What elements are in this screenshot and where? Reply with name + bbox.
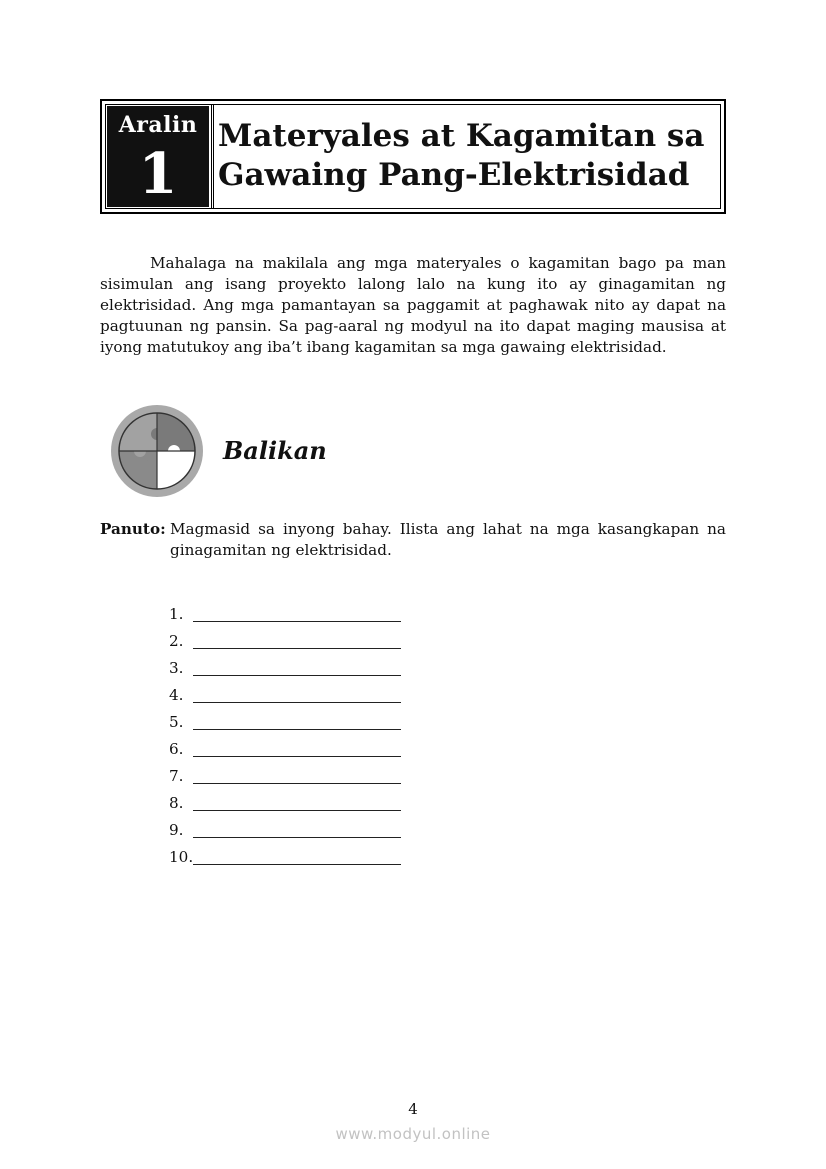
answer-blank-line[interactable] [193,675,401,676]
answer-item [169,847,193,874]
answer-number: 4. [169,686,184,704]
answer-item [169,766,193,793]
instruction-text: Magmasid sa inyong bahay. Ilista ang lahat na mga kasangkapan na ginagamitan ng elektrisidad. [170,520,726,559]
answer-number: 1. [169,605,184,623]
lesson-title-line-2: Gawaing Pang-Elektrisidad [218,157,690,193]
answer-number: 5. [169,713,184,731]
lesson-title [218,117,718,195]
answer-number: 8. [169,794,184,812]
answer-item [169,685,193,712]
answer-item [169,793,193,820]
section-title: Balikan [223,436,327,465]
lesson-title-line-1: Materyales at Kagamitan sa [218,118,705,154]
answer-number: 2. [169,632,184,650]
answer-blank-line[interactable] [193,783,401,784]
answer-item [169,820,193,847]
answer-blank-line[interactable] [193,756,401,757]
answer-list [169,604,193,874]
answer-item [169,604,193,631]
answer-blank-line[interactable] [193,810,401,811]
answer-blank-line[interactable] [193,648,401,649]
intro-paragraph: Mahalaga na makilala ang mga materyales o kagamitan bago pa man sisimulan ang isang proyekto lalong lalo na kung ito ay ginagamitan ng elektrisidad. Ang mga pamantayan sa paggamit at paghawak nito ay dapat na pagtuunan ng pansin. Sa pag-aaral ng modyul na ito dapat maging mausisa at iyong matutukoy ang iba’t ibang kagamitan sa mga gawaing elektrisidad. [100,254,726,356]
answer-blank-line[interactable] [193,864,401,865]
answer-blank-line[interactable] [193,729,401,730]
puzzle-icon [110,404,204,498]
header-divider [211,104,214,209]
answer-blank-line[interactable] [193,702,401,703]
page-number: 4 [408,1100,418,1118]
lesson-label: Aralin [118,112,198,138]
answer-blank-line[interactable] [193,621,401,622]
answer-number: 6. [169,740,184,758]
answer-item [169,739,193,766]
watermark: www.modyul.online [335,1125,491,1143]
answer-item [169,658,193,685]
answer-number: 7. [169,767,184,785]
answer-item [169,712,193,739]
answer-item [169,631,193,658]
lesson-badge [107,106,209,207]
instruction-label: Panuto: [100,520,166,538]
answer-blank-line[interactable] [193,837,401,838]
lesson-header [100,99,726,214]
answer-number: 9. [169,821,184,839]
answer-number: 3. [169,659,184,677]
lesson-number: 1 [138,141,178,207]
answer-number: 10. [169,848,194,866]
